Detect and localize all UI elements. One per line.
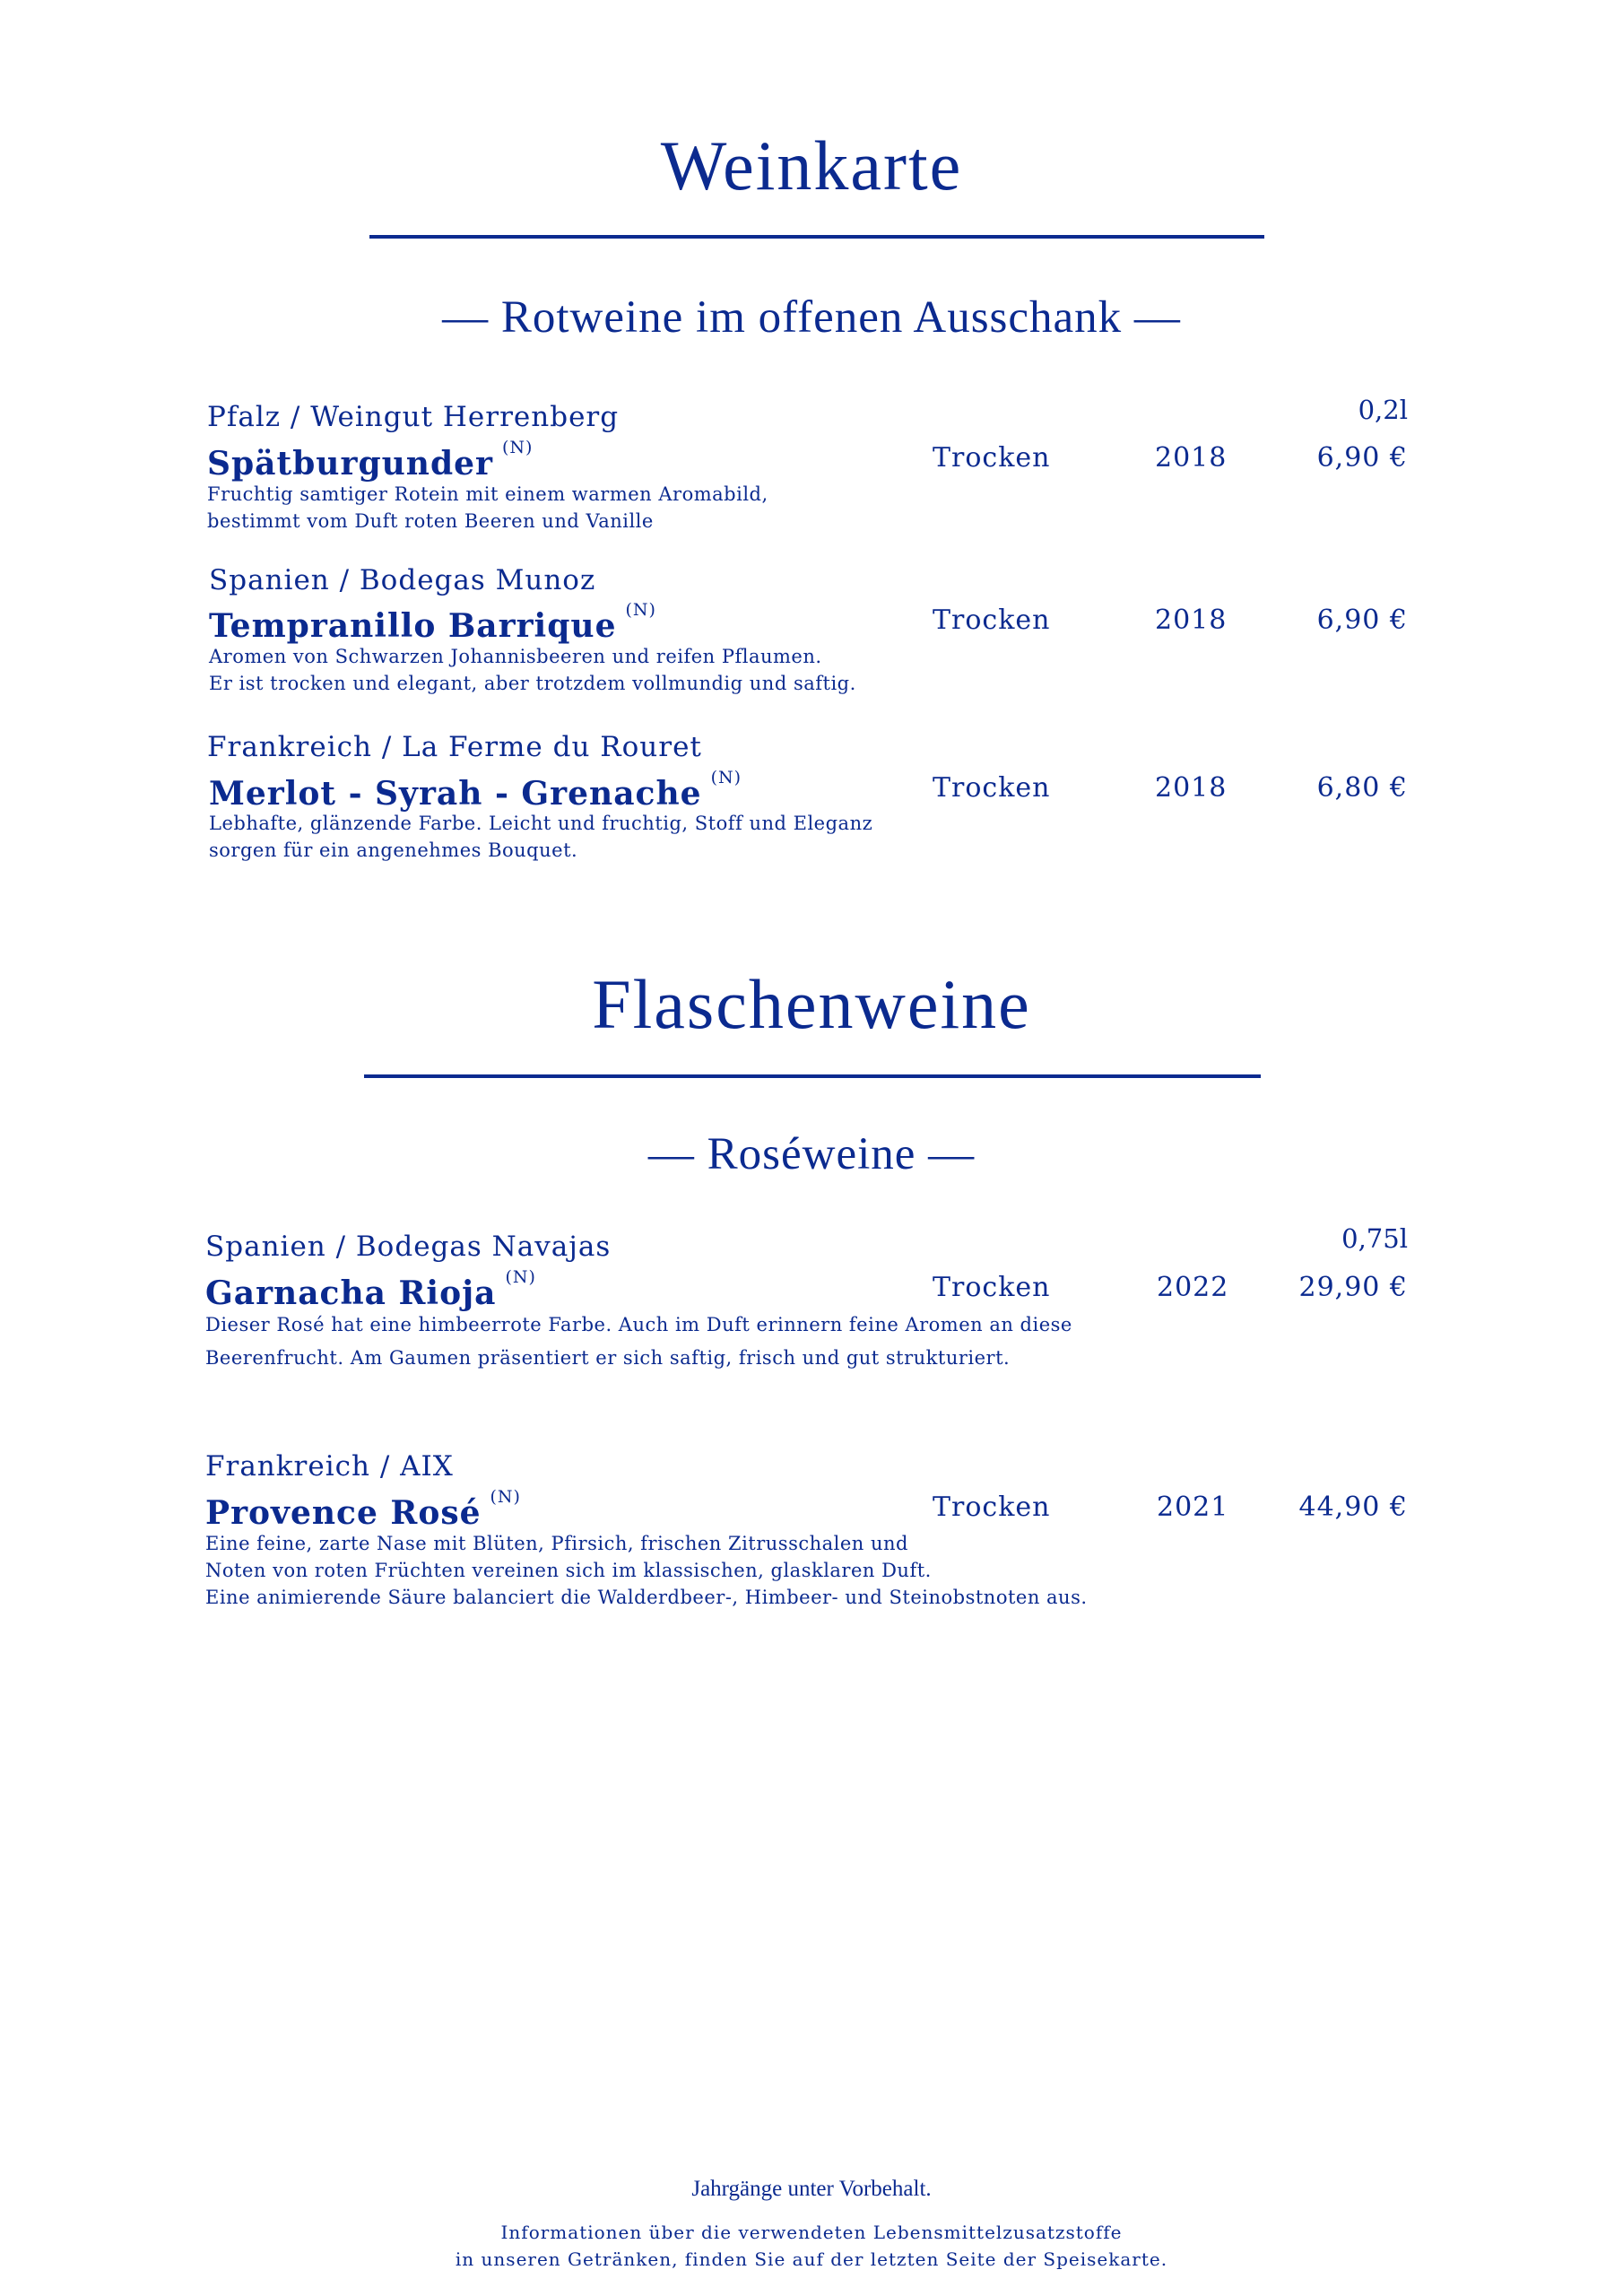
wine-taste: Trocken bbox=[933, 1272, 1051, 1303]
additive-marker: (N) bbox=[490, 1487, 521, 1507]
section-heading-flaschenweine: Flaschenweine bbox=[592, 965, 1031, 1043]
additive-marker: (N) bbox=[625, 600, 656, 620]
wine-year: 2021 bbox=[1157, 1492, 1229, 1523]
wine-taste: Trocken bbox=[933, 1492, 1051, 1523]
footer-vintage-note: Jahrgänge unter Vorbehalt. bbox=[691, 2177, 932, 2201]
section-title-roseweine: — Roséweine — bbox=[647, 1129, 976, 1179]
wine-price: 6,90 € bbox=[1316, 442, 1408, 474]
wine-price: 6,90 € bbox=[1316, 604, 1408, 636]
wine-region: Spanien / Bodegas Munoz bbox=[209, 564, 596, 596]
wine-region: Frankreich / La Ferme du Rouret bbox=[207, 731, 702, 763]
additive-marker: (N) bbox=[505, 1267, 536, 1287]
wine-description: Eine feine, zarte Nase mit Blüten, Pfirsich, frischen Zitrusschalen und Noten von roten Früchten vereinen sich im klassischen, glasklaren Duft. Eine animierende Säure balanciert die Walderdbeer-, Himbeer- und Steinobstnoten aus. bbox=[205, 1533, 1088, 1608]
footer-additives-note: Informationen über die verwendeten Lebensmittelzusatzstoffe in unseren Getränken, finden Sie auf der letzten Seite der Speisekarte. bbox=[455, 2222, 1168, 2270]
wine-price: 6,80 € bbox=[1316, 772, 1408, 804]
wine-region: Pfalz / Weingut Herrenberg bbox=[207, 401, 620, 433]
wine-taste: Trocken bbox=[933, 604, 1051, 636]
volume-label-rotweine: 0,2l bbox=[1358, 395, 1408, 425]
additive-marker: (N) bbox=[710, 768, 742, 787]
wine-description: Fruchtig samtiger Rotein mit einem warmen Aromabild, bestimmt vom Duft roten Beeren und Vanille bbox=[207, 483, 768, 532]
wine-taste: Trocken bbox=[933, 772, 1051, 804]
wine-name: Provence Rosé $^{(N)}$ bbox=[205, 1487, 521, 1532]
wine-description: Aromen von Schwarzen Johannisbeeren und reifen Pflaumen. Er ist trocken und elegant, aber trotzdem vollmundig und saftig. bbox=[209, 646, 856, 694]
section-title-rotweine: — Rotweine im offenen Ausschank — bbox=[442, 292, 1181, 343]
wine-description: Dieser Rosé hat eine himbeerrote Farbe. Auch im Duft erinnern feine Aromen an diese Beerenfrucht. Am Gaumen präsentiert er sich saftig, frisch und gut strukturiert. bbox=[205, 1314, 1072, 1369]
flaschen-divider bbox=[364, 1074, 1261, 1078]
wine-year: 2018 bbox=[1155, 442, 1228, 474]
wine-year: 2018 bbox=[1155, 604, 1228, 636]
wine-name: Spätburgunder $^{(N)}$ bbox=[207, 438, 534, 483]
wine-name: Merlot - Syrah - Grenache $^{(N)}$ bbox=[209, 768, 742, 813]
title-divider bbox=[369, 235, 1264, 239]
additive-marker: (N) bbox=[502, 438, 534, 457]
wine-year: 2022 bbox=[1157, 1272, 1229, 1303]
wine-name: Garnacha Rioja $^{(N)}$ bbox=[205, 1267, 536, 1312]
volume-label-roseweine: 0,75l bbox=[1341, 1223, 1408, 1254]
wine-name: Tempranillo Barrique $^{(N)}$ bbox=[209, 600, 656, 645]
wine-year: 2018 bbox=[1155, 772, 1228, 804]
page-title: Weinkarte bbox=[660, 126, 963, 204]
wine-price: 44,90 € bbox=[1298, 1492, 1408, 1523]
wine-region: Frankreich / AIX bbox=[205, 1450, 454, 1483]
wine-region: Spanien / Bodegas Navajas bbox=[205, 1231, 612, 1263]
wine-taste: Trocken bbox=[933, 442, 1051, 474]
wine-description: Lebhafte, glänzende Farbe. Leicht und fruchtig, Stoff und Eleganz sorgen für ein angenehmes Bouquet. bbox=[209, 813, 873, 861]
wine-price: 29,90 € bbox=[1298, 1272, 1408, 1303]
